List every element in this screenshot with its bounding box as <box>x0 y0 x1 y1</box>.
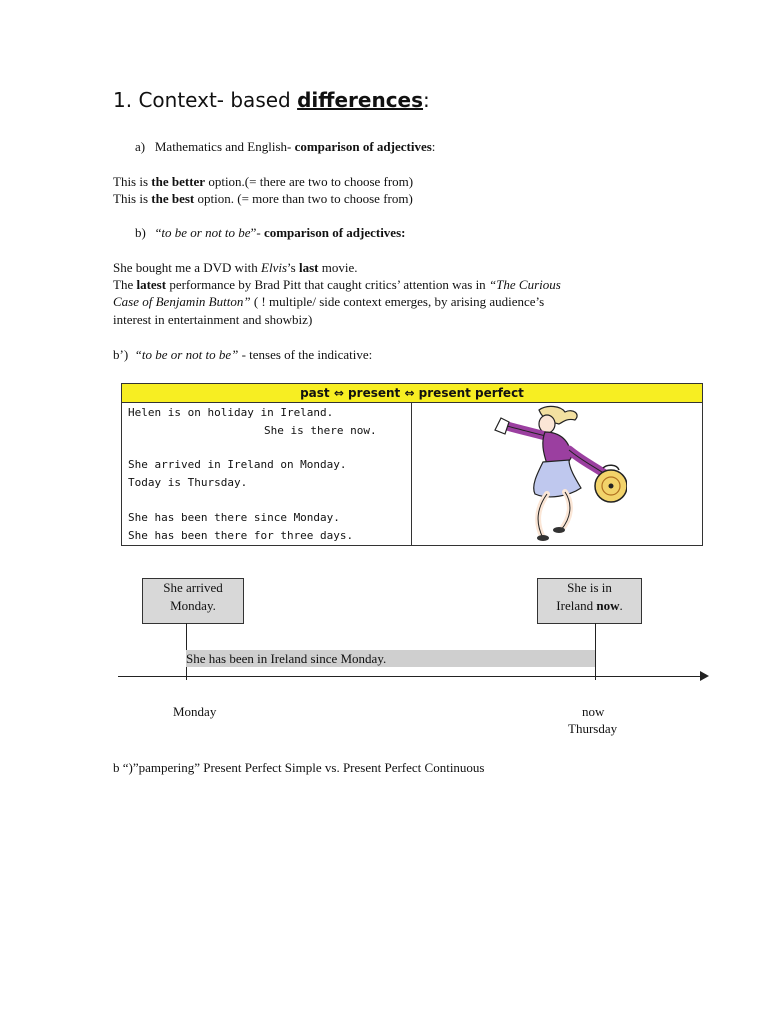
table-row: She has been there since Monday. <box>128 511 340 524</box>
page-title: 1. Context- based differences: <box>113 88 430 112</box>
timeline-arrow-icon <box>700 671 709 681</box>
dvd-example: She bought me a DVD with Elvis’s last movie. <box>113 260 358 275</box>
table-row: She has been there for three days. <box>128 529 354 542</box>
table-header: past ⇔ present ⇔ present perfect <box>122 384 702 403</box>
table-row: She is there now. <box>264 424 377 437</box>
latest-example-line2: Case of Benjamin Button” ( ! multiple/ side context emerges, by arising audience’s <box>113 294 545 309</box>
timeline-label-now: now <box>582 704 605 719</box>
latest-example-line3: interest in entertainment and showbiz) <box>113 312 313 327</box>
latest-example-line1: The latest performance by Brad Pitt that caught critics’ attention was in “The Curious <box>113 277 561 292</box>
table-row: Helen is on holiday in Ireland. <box>128 406 334 419</box>
timeline-duration-bar: She has been in Ireland since Monday. <box>186 650 595 667</box>
timeline-label-thursday: Thursday <box>568 721 618 736</box>
timeline-box-arrived-line2: Monday. <box>170 598 216 613</box>
section-b3-heading: b “)”pampering” Present Perfect Simple vs. Present Perfect Continuous <box>113 760 485 775</box>
timeline-box-now <box>537 578 642 624</box>
timeline-box-now-line1: She is in <box>567 580 612 595</box>
timeline-box-arrived <box>142 578 244 624</box>
timeline-marker-now <box>595 623 596 680</box>
better-example: This is the better option.(= there are two to choose from) <box>113 174 414 189</box>
timeline-box-arrived-line1: She arrived <box>163 580 223 595</box>
table-row: Today is Thursday. <box>128 476 248 489</box>
section-b-heading: b) “to be or not to be”- comparison of adjectives: <box>135 225 406 240</box>
table-row: She arrived in Ireland on Monday. <box>128 458 347 471</box>
section-b2-heading: b’) “to be or not to be” - tenses of the indicative: <box>113 347 373 362</box>
timeline-box-now-line2: Ireland now. <box>556 598 623 613</box>
table-divider <box>411 403 412 545</box>
timeline-label-monday: Monday <box>173 704 217 719</box>
timeline-axis <box>118 676 702 677</box>
section-a-heading: a) Mathematics and English- comparison of adjectives: <box>135 139 436 154</box>
best-example: This is the best option. (= more than two to choose from) <box>113 191 413 206</box>
tenses-table <box>121 383 703 546</box>
running-woman-with-bag-icon <box>477 404 627 542</box>
